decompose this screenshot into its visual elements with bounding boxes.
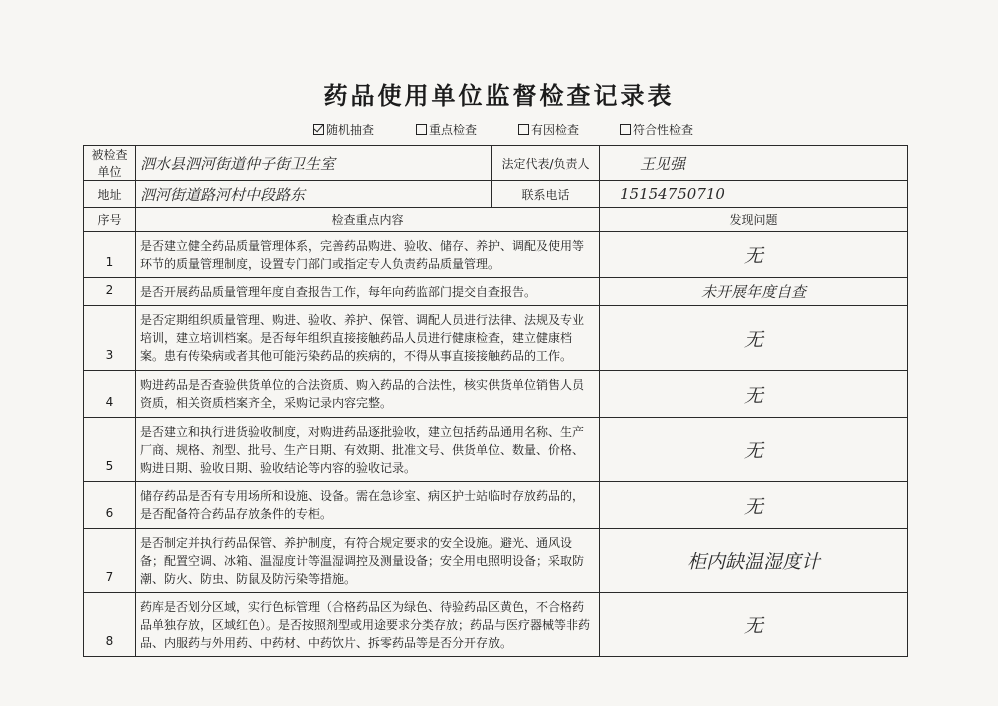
checkbox-random-inspection[interactable] <box>313 121 374 138</box>
row-finding: 柜内缺温湿度计 <box>600 529 908 593</box>
row-content: 药库是否划分区域，实行色标管理（合格药品区为绿色、待验药品区黄色，不合格药品单独存放，区域红色）。是否按照剂型或用途要求分类存放；药品与医疗器械等非药品、内服药与外用药、中药材、中药饮片、拆零药品等是否分开存放。 <box>136 593 600 657</box>
row-finding: 无 <box>600 371 908 418</box>
info-row-address <box>84 181 908 208</box>
row-finding: 无 <box>600 482 908 529</box>
column-header-index: 序号 <box>84 208 136 232</box>
check-label: 符合性检查 <box>633 123 694 137</box>
table-row <box>84 482 908 529</box>
row-finding: 无 <box>600 306 908 371</box>
checkbox-icon <box>416 124 427 135</box>
row-index: 2 <box>84 278 136 306</box>
legal-rep-label: 法定代表/负责人 <box>492 146 600 181</box>
table-row <box>84 418 908 482</box>
checkbox-icon <box>518 124 529 135</box>
checkbox-compliance-inspection[interactable] <box>620 121 693 138</box>
inspection-type-options <box>0 121 998 139</box>
check-label: 有因检查 <box>531 123 580 137</box>
address-label: 地址 <box>84 181 136 208</box>
inspection-record-table <box>83 145 908 657</box>
row-content: 是否建立健全药品质量管理体系，完善药品购进、验收、储存、养护、调配及使用等环节的质量管理制度，设置专门部门或指定专人负责药品质量管理。 <box>136 232 600 278</box>
inspected-unit-value: 泗水县泗河街道仲子街卫生室 <box>136 146 492 181</box>
row-index: 7 <box>84 529 136 593</box>
column-header-findings: 发现问题 <box>600 208 908 232</box>
check-label: 随机抽查 <box>326 123 375 137</box>
table-header-row <box>84 208 908 232</box>
row-finding: 无 <box>600 418 908 482</box>
legal-rep-value: 王见强 <box>600 146 908 181</box>
row-index: 5 <box>84 418 136 482</box>
table-row <box>84 306 908 371</box>
address-value: 泗河街道路河村中段路东 <box>136 181 492 208</box>
row-content: 是否定期组织质量管理、购进、验收、养护、保管、调配人员进行法律、法规及专业培训，建立培训档案。是否每年组织直接接触药品人员进行健康检查，建立健康档案。患有传染病或者其他可能污染药品的疾病的，不得从事直接接触药品的工作。 <box>136 306 600 371</box>
row-index: 4 <box>84 371 136 418</box>
table-row <box>84 232 908 278</box>
row-finding: 无 <box>600 232 908 278</box>
checkbox-icon <box>620 124 631 135</box>
info-row-unit <box>84 146 908 181</box>
page-title: 药品使用单位监督检查记录表 <box>323 81 675 110</box>
check-label: 重点检查 <box>429 123 478 137</box>
row-index: 1 <box>84 232 136 278</box>
row-finding: 未开展年度自查 <box>600 278 908 306</box>
checkbox-cause-inspection[interactable] <box>518 121 579 138</box>
column-header-content: 检查重点内容 <box>136 208 600 232</box>
row-index: 3 <box>84 306 136 371</box>
row-content: 是否制定并执行药品保管、养护制度，有符合规定要求的安全设施。避光、通风设备；配置空调、冰箱、温湿度计等温湿调控及测量设备；安全用电照明设备；采取防潮、防火、防虫、防鼠及防污染等措施。 <box>136 529 600 593</box>
row-content: 是否建立和执行进货验收制度，对购进药品逐批验收，建立包括药品通用名称、生产厂商、规格、剂型、批号、生产日期、有效期、批准文号、供货单位、数量、价格、购进日期、验收日期、验收结论等内容的验收记录。 <box>136 418 600 482</box>
row-finding: 无 <box>600 593 908 657</box>
inspected-unit-label: 被检查单位 <box>84 146 136 181</box>
checkbox-key-inspection[interactable] <box>416 121 477 138</box>
row-index: 8 <box>84 593 136 657</box>
row-content: 是否开展药品质量管理年度自查报告工作，每年向药监部门提交自查报告。 <box>136 278 600 306</box>
table-row <box>84 278 908 306</box>
table-row <box>84 371 908 418</box>
checkbox-checked-icon <box>313 124 324 135</box>
row-content: 购进药品是否查验供货单位的合法资质、购入药品的合法性，核实供货单位销售人员资质，相关资质档案齐全，采购记录内容完整。 <box>136 371 600 418</box>
row-content: 储存药品是否有专用场所和设施、设备。需在急诊室、病区护士站临时存放药品的，是否配备符合药品存放条件的专柜。 <box>136 482 600 529</box>
table-row <box>84 529 908 593</box>
table-row <box>84 593 908 657</box>
row-index: 6 <box>84 482 136 529</box>
phone-label: 联系电话 <box>492 181 600 208</box>
phone-value: 15154750710 <box>600 181 908 208</box>
